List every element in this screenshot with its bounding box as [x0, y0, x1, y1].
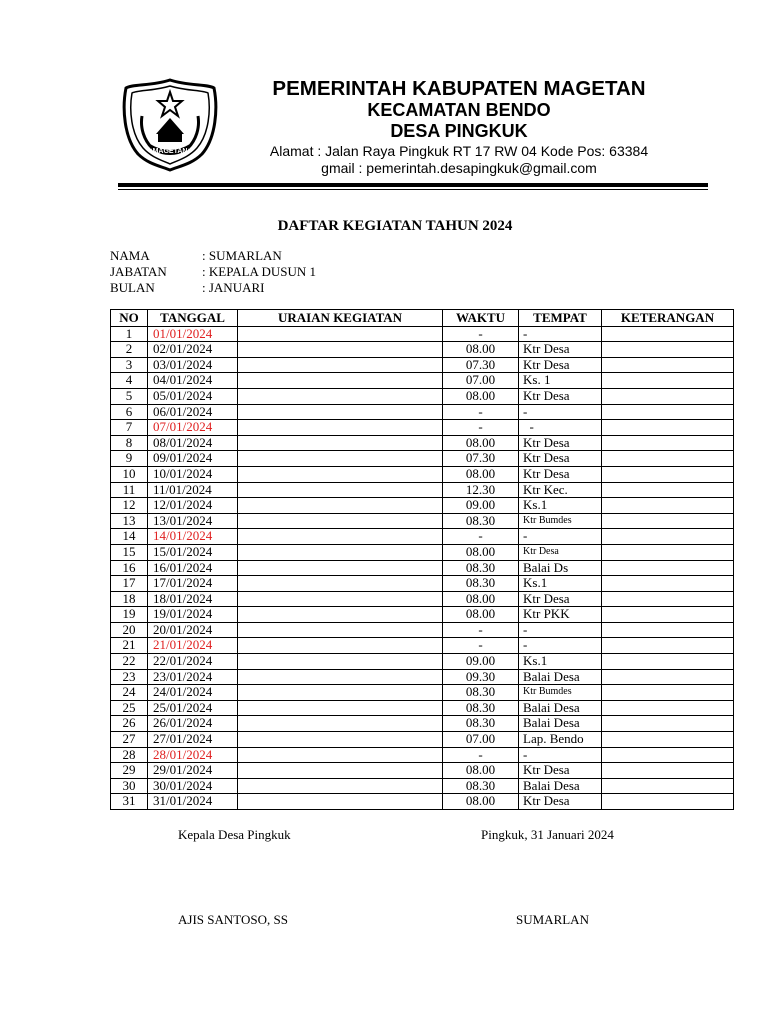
row-time: 08.00 [443, 763, 519, 779]
table-row [111, 591, 734, 607]
row-number: 25 [111, 700, 148, 716]
row-number: 30 [111, 778, 148, 794]
row-activity [238, 576, 443, 592]
row-date: 05/01/2024 [148, 388, 238, 404]
row-place: - [519, 404, 602, 420]
row-number: 16 [111, 560, 148, 576]
row-notes [602, 700, 734, 716]
row-place: Ktr Desa [519, 794, 602, 810]
row-date: 27/01/2024 [148, 732, 238, 748]
row-place: Ktr Bumdes [519, 513, 602, 529]
table-row [111, 685, 734, 701]
row-time: 09.00 [443, 498, 519, 514]
letterhead-divider-thick [118, 183, 708, 187]
row-number: 18 [111, 591, 148, 607]
row-notes [602, 763, 734, 779]
table-row [111, 529, 734, 545]
row-notes [602, 669, 734, 685]
row-activity [238, 544, 443, 560]
row-activity [238, 466, 443, 482]
row-time: 07.30 [443, 451, 519, 467]
table-row [111, 747, 734, 763]
row-activity [238, 435, 443, 451]
table-row [111, 498, 734, 514]
row-number: 8 [111, 435, 148, 451]
row-notes [602, 591, 734, 607]
identity-row-month [110, 280, 316, 296]
row-date: 20/01/2024 [148, 622, 238, 638]
row-notes [602, 435, 734, 451]
row-place: - [519, 747, 602, 763]
row-number: 26 [111, 716, 148, 732]
row-notes [602, 529, 734, 545]
row-date: 01/01/2024 [148, 326, 238, 342]
table-header-row [111, 310, 734, 327]
table-row [111, 451, 734, 467]
row-place: Balai Desa [519, 700, 602, 716]
signature-left-title: Kepala Desa Pingkuk [178, 827, 291, 842]
row-place: Ks.1 [519, 498, 602, 514]
row-time: 07.30 [443, 357, 519, 373]
row-number: 14 [111, 529, 148, 545]
row-number: 1 [111, 326, 148, 342]
row-notes [602, 576, 734, 592]
row-notes [602, 607, 734, 623]
row-number: 29 [111, 763, 148, 779]
row-notes [602, 794, 734, 810]
kabupaten-crest-logo [122, 76, 218, 172]
row-notes [602, 326, 734, 342]
row-date: 25/01/2024 [148, 700, 238, 716]
row-date: 13/01/2024 [148, 513, 238, 529]
row-activity [238, 373, 443, 389]
row-time: 08.00 [443, 466, 519, 482]
row-activity [238, 763, 443, 779]
row-date: 31/01/2024 [148, 794, 238, 810]
row-notes [602, 654, 734, 670]
row-activity [238, 388, 443, 404]
row-number: 24 [111, 685, 148, 701]
row-place: Lap. Bendo [519, 732, 602, 748]
row-number: 13 [111, 513, 148, 529]
row-activity [238, 326, 443, 342]
row-place: Balai Desa [519, 669, 602, 685]
row-time: - [443, 529, 519, 545]
row-date: 16/01/2024 [148, 560, 238, 576]
row-date: 07/01/2024 [148, 420, 238, 436]
row-date: 19/01/2024 [148, 607, 238, 623]
identity-row-name [110, 248, 316, 264]
row-time: 09.30 [443, 669, 519, 685]
row-notes [602, 373, 734, 389]
row-place: - [519, 326, 602, 342]
row-time: 08.00 [443, 591, 519, 607]
row-time: - [443, 747, 519, 763]
row-time: 08.00 [443, 607, 519, 623]
row-date: 24/01/2024 [148, 685, 238, 701]
table-row [111, 357, 734, 373]
row-place: Ks.1 [519, 654, 602, 670]
letterhead-divider-thin [118, 189, 708, 190]
table-row [111, 732, 734, 748]
row-notes [602, 466, 734, 482]
table-row [111, 326, 734, 342]
signature-right-title: Pingkuk, 31 Januari 2024 [481, 827, 614, 842]
row-notes [602, 451, 734, 467]
table-row [111, 576, 734, 592]
row-notes [602, 732, 734, 748]
table-row [111, 654, 734, 670]
row-notes [602, 388, 734, 404]
row-date: 03/01/2024 [148, 357, 238, 373]
row-number: 7 [111, 420, 148, 436]
identity-row-position [110, 264, 316, 280]
table-row [111, 560, 734, 576]
row-time: - [443, 404, 519, 420]
row-notes [602, 638, 734, 654]
column-header-time: WAKTU [443, 310, 519, 327]
row-date: 26/01/2024 [148, 716, 238, 732]
row-time: 09.00 [443, 654, 519, 670]
table-row [111, 342, 734, 358]
table-row [111, 544, 734, 560]
letterhead-district: KECAMATAN BENDO [367, 100, 551, 120]
row-place: Ks. 1 [519, 373, 602, 389]
row-date: 09/01/2024 [148, 451, 238, 467]
activity-table [110, 309, 734, 810]
identity-value: : SUMARLAN [202, 248, 282, 263]
row-notes [602, 716, 734, 732]
row-place: Balai Desa [519, 716, 602, 732]
row-number: 17 [111, 576, 148, 592]
table-row [111, 482, 734, 498]
row-notes [602, 622, 734, 638]
table-row [111, 373, 734, 389]
row-number: 28 [111, 747, 148, 763]
row-activity [238, 622, 443, 638]
letterhead-village: DESA PINGKUK [390, 121, 528, 141]
row-time: - [443, 326, 519, 342]
row-place: Ktr Kec. [519, 482, 602, 498]
row-notes [602, 342, 734, 358]
row-notes [602, 778, 734, 794]
row-activity [238, 654, 443, 670]
row-date: 29/01/2024 [148, 763, 238, 779]
row-notes [602, 498, 734, 514]
identity-block [110, 248, 316, 296]
table-row [111, 513, 734, 529]
table-row [111, 716, 734, 732]
row-date: 10/01/2024 [148, 466, 238, 482]
row-date: 21/01/2024 [148, 638, 238, 654]
row-activity [238, 591, 443, 607]
row-time: 07.00 [443, 732, 519, 748]
row-place: Ktr Desa [519, 466, 602, 482]
row-number: 12 [111, 498, 148, 514]
row-date: 08/01/2024 [148, 435, 238, 451]
row-notes [602, 420, 734, 436]
row-place: Ktr Desa [519, 451, 602, 467]
row-date: 22/01/2024 [148, 654, 238, 670]
row-notes [602, 560, 734, 576]
row-time: 08.30 [443, 685, 519, 701]
row-notes [602, 513, 734, 529]
row-time: - [443, 622, 519, 638]
row-place: - [519, 622, 602, 638]
identity-label: NAMA [110, 248, 150, 263]
row-activity [238, 451, 443, 467]
row-time: 08.00 [443, 544, 519, 560]
row-date: 14/01/2024 [148, 529, 238, 545]
row-activity [238, 669, 443, 685]
row-date: 11/01/2024 [148, 482, 238, 498]
column-header-no: NO [111, 310, 148, 327]
row-activity [238, 794, 443, 810]
table-row [111, 420, 734, 436]
column-header-activity: URAIAN KEGIATAN [238, 310, 443, 327]
row-notes [602, 544, 734, 560]
row-number: 20 [111, 622, 148, 638]
letterhead-text [236, 78, 682, 177]
row-activity [238, 342, 443, 358]
table-row [111, 388, 734, 404]
row-activity [238, 732, 443, 748]
row-place: Ktr Desa [519, 591, 602, 607]
table-row [111, 700, 734, 716]
row-number: 22 [111, 654, 148, 670]
row-time: 08.00 [443, 342, 519, 358]
row-time: 07.00 [443, 373, 519, 389]
row-place: - [519, 420, 602, 436]
row-date: 18/01/2024 [148, 591, 238, 607]
row-time: 08.00 [443, 435, 519, 451]
row-date: 15/01/2024 [148, 544, 238, 560]
row-place: Ks.1 [519, 576, 602, 592]
row-place: Ktr Desa [519, 342, 602, 358]
signature-right-name: SUMARLAN [516, 912, 589, 927]
row-activity [238, 638, 443, 654]
column-header-date: TANGGAL [148, 310, 238, 327]
crest-label: MAGETAN [152, 148, 188, 155]
row-number: 31 [111, 794, 148, 810]
row-date: 06/01/2024 [148, 404, 238, 420]
row-place: Ktr Desa [519, 388, 602, 404]
row-place: Balai Desa [519, 778, 602, 794]
row-date: 02/01/2024 [148, 342, 238, 358]
row-time: 08.30 [443, 560, 519, 576]
row-activity [238, 498, 443, 514]
row-activity [238, 529, 443, 545]
row-notes [602, 482, 734, 498]
row-activity [238, 607, 443, 623]
row-date: 04/01/2024 [148, 373, 238, 389]
row-time: 12.30 [443, 482, 519, 498]
row-time: 08.00 [443, 388, 519, 404]
row-place: Ktr Desa [519, 763, 602, 779]
row-activity [238, 482, 443, 498]
row-time: 08.30 [443, 778, 519, 794]
row-date: 30/01/2024 [148, 778, 238, 794]
row-time: 08.30 [443, 716, 519, 732]
row-place: - [519, 638, 602, 654]
row-number: 15 [111, 544, 148, 560]
row-activity [238, 404, 443, 420]
row-place: Ktr Desa [519, 357, 602, 373]
identity-value: : KEPALA DUSUN 1 [202, 264, 317, 279]
row-number: 23 [111, 669, 148, 685]
table-row [111, 669, 734, 685]
row-number: 4 [111, 373, 148, 389]
letterhead-address: Alamat : Jalan Raya Pingkuk RT 17 RW 04 Kode Pos: 63384 [269, 143, 649, 159]
identity-label: JABATAN [110, 264, 167, 279]
row-place: - [519, 529, 602, 545]
row-date: 28/01/2024 [148, 747, 238, 763]
table-row [111, 763, 734, 779]
row-number: 19 [111, 607, 148, 623]
row-activity [238, 560, 443, 576]
column-header-notes: KETERANGAN [602, 310, 734, 327]
row-activity [238, 700, 443, 716]
signature-left-name: AJIS SANTOSO, SS [178, 912, 288, 927]
row-time: 08.30 [443, 700, 519, 716]
row-notes [602, 685, 734, 701]
row-activity [238, 357, 443, 373]
row-activity [238, 778, 443, 794]
table-row [111, 622, 734, 638]
table-body [111, 326, 734, 809]
row-activity [238, 420, 443, 436]
table-row [111, 794, 734, 810]
row-time: 08.30 [443, 576, 519, 592]
table-row [111, 638, 734, 654]
row-date: 17/01/2024 [148, 576, 238, 592]
row-number: 9 [111, 451, 148, 467]
letterhead-government: PEMERINTAH KABUPATEN MAGETAN [272, 77, 646, 100]
row-notes [602, 357, 734, 373]
table-row [111, 404, 734, 420]
row-number: 21 [111, 638, 148, 654]
row-number: 10 [111, 466, 148, 482]
row-place: Ktr Desa [519, 435, 602, 451]
row-notes [602, 404, 734, 420]
row-activity [238, 513, 443, 529]
row-number: 27 [111, 732, 148, 748]
row-number: 3 [111, 357, 148, 373]
row-time: 08.00 [443, 794, 519, 810]
row-activity [238, 747, 443, 763]
row-number: 5 [111, 388, 148, 404]
row-activity [238, 716, 443, 732]
row-activity [238, 685, 443, 701]
document-title: DAFTAR KEGIATAN TAHUN 2024 [277, 218, 513, 234]
row-place: Ktr Desa [519, 544, 602, 560]
row-date: 23/01/2024 [148, 669, 238, 685]
row-date: 12/01/2024 [148, 498, 238, 514]
row-place: Ktr Bumdes [519, 685, 602, 701]
identity-label: BULAN [110, 280, 155, 295]
row-notes [602, 747, 734, 763]
table-row [111, 466, 734, 482]
identity-value: : JANUARI [202, 280, 265, 295]
row-number: 11 [111, 482, 148, 498]
row-time: - [443, 638, 519, 654]
table-row [111, 778, 734, 794]
row-number: 2 [111, 342, 148, 358]
row-time: 08.30 [443, 513, 519, 529]
row-number: 6 [111, 404, 148, 420]
row-time: - [443, 420, 519, 436]
table-row [111, 435, 734, 451]
row-place: Ktr PKK [519, 607, 602, 623]
table-row [111, 607, 734, 623]
letterhead-email: gmail : pemerintah.desapingkuk@gmail.com [321, 160, 597, 176]
column-header-place: TEMPAT [519, 310, 602, 327]
row-place: Balai Ds [519, 560, 602, 576]
